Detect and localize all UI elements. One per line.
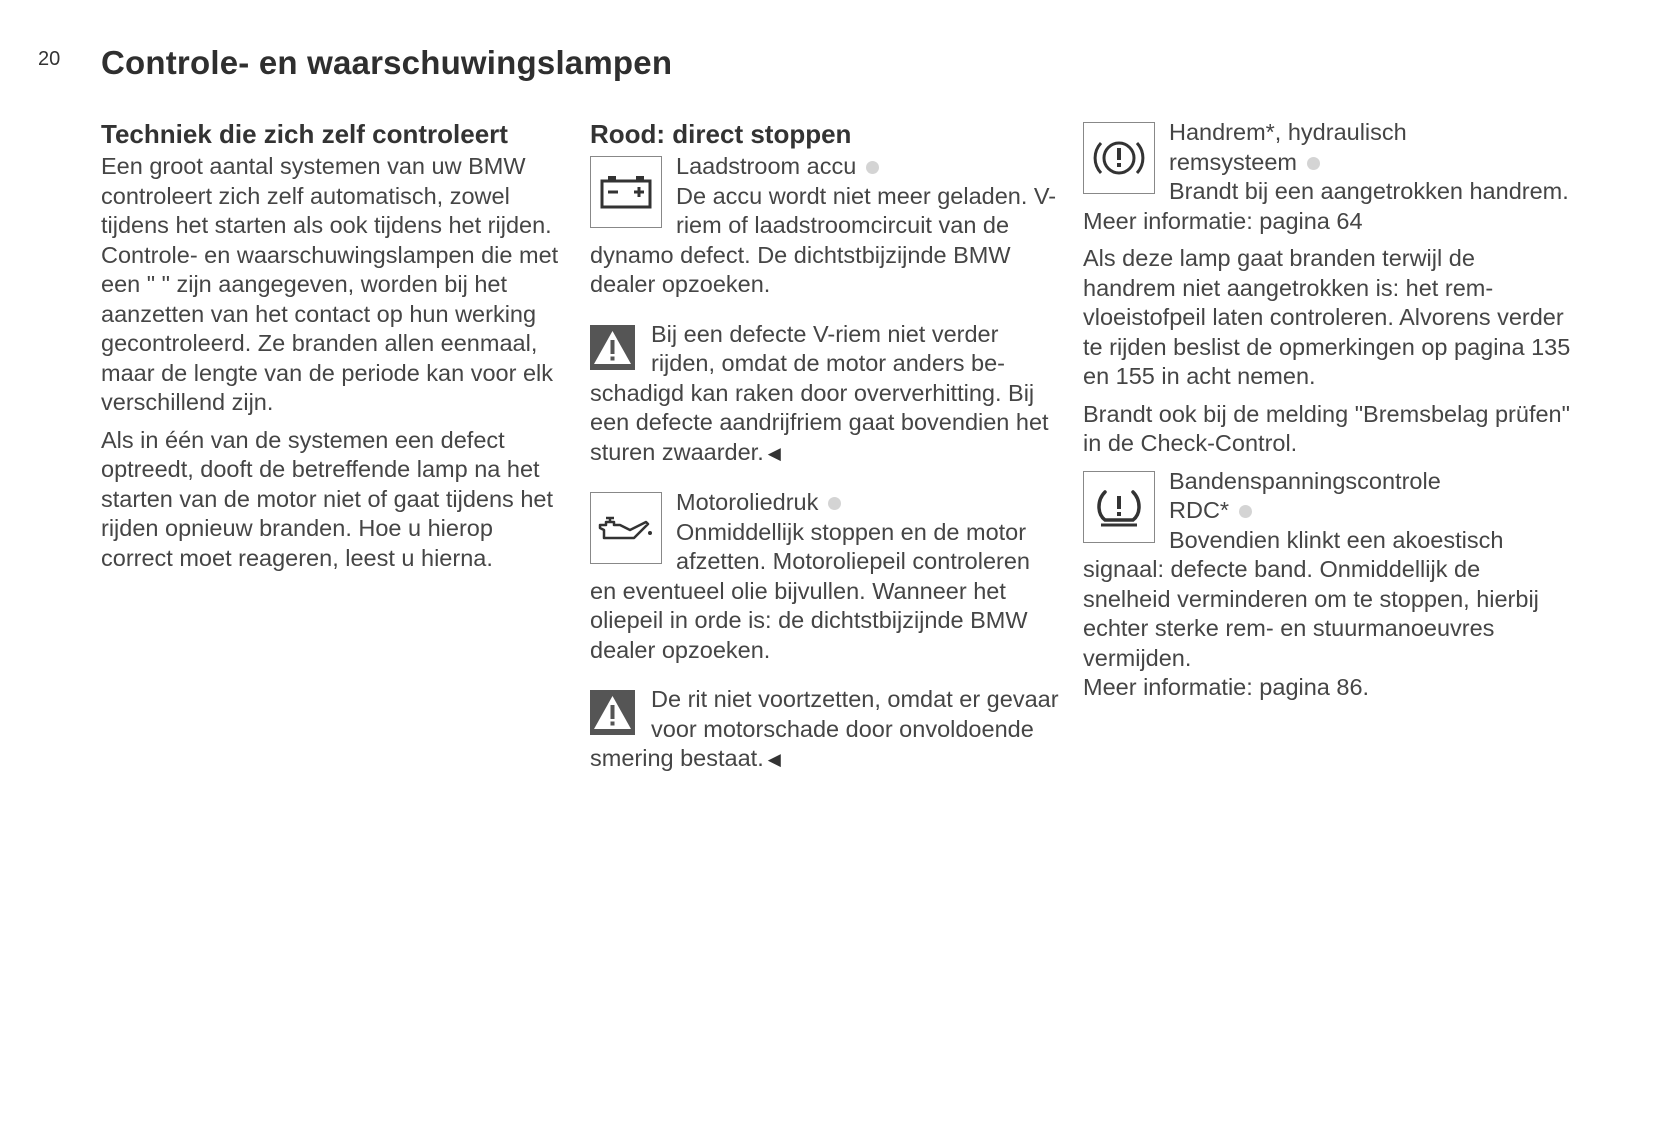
tire-more-info: Meer informatie: pagina 86. — [1083, 674, 1370, 700]
brake-paragraph-2: Als deze lamp gaat branden terwijl de handrem niet aangetrokken is: het remvloeistofpeil laten controleren. Alvorens verder te rijden beslist de opmerkingen op pagina 135 en 155 in acht nemen. — [1083, 245, 1571, 389]
battery-charge-block — [590, 152, 1060, 300]
tire-text: Bovendien klinkt een akoestisch signaal: defecte band. Onmiddellijk de snelheid verminderen om te stoppen, hierbij echter sterke rem- en stuurmanoeuvres vermijden. — [1083, 526, 1539, 671]
status-dot-icon — [1239, 505, 1252, 518]
page-number: 20 — [38, 48, 61, 70]
self-check-paragraph-1: Een groot aantal systemen van uw BMW controleert zich zelf automatisch, zowel tijdens het starten als ook tijdens het rijden. Controle- en waarschuwingslampen die met een " " zijn aangegeven, worden bij het aanzetten van het contact op hun werking gecontroleerd. Ze branden allen eenmaal, maar de lengte van de periode kan voor elk verschillend zijn. — [101, 153, 559, 415]
tire-pressure-icon — [1083, 471, 1155, 543]
tire-pressure-block — [1083, 467, 1573, 703]
tire-title-2: RDC* — [1169, 497, 1230, 523]
end-marker-icon: ◀ — [767, 750, 781, 769]
end-marker-icon: ◀ — [767, 443, 781, 463]
brake-text: Brandt bij een aangetrokken handrem. — [1169, 178, 1569, 204]
oil-warning-block — [590, 685, 1060, 775]
vbelt-warning-text: Bij een defecte V-riem niet verder rijden, omdat de motor anders beschadigd kan raken door oververhitting. Bij een defecte aandrijfriem gaat bovendien het sturen zwaarder. — [590, 320, 1049, 465]
brake-block — [1083, 118, 1573, 236]
tire-title-1: Bandenspanningscontrole — [1169, 467, 1441, 494]
section-heading-red-stop: Rood: direct stoppen — [590, 119, 852, 149]
status-dot-icon — [866, 161, 879, 174]
oil-warning-text: De rit niet voortzetten, omdat er gevaar voor motorschade door onvoldoende smering bestaat. — [590, 686, 1059, 771]
vbelt-warning-block — [590, 320, 1060, 469]
status-dot-icon — [828, 497, 841, 510]
brake-title-1: Handrem*, hydraulisch — [1169, 119, 1407, 145]
status-dot-icon — [1307, 157, 1320, 170]
section-heading-self-check: Techniek die zich zelf controleert — [101, 119, 508, 149]
oil-pressure-text: Onmiddellijk stoppen en de motor afzetten. Motoroliepeil controleren en eventueel olie bijvullen. Wanneer het oliepeil in orde is: de dichtstbijzijnde BMW dealer opzoeken. — [590, 518, 1031, 663]
page-title: Controle- en waarschuwingslampen — [101, 44, 673, 81]
battery-title: Laadstroom accu — [676, 153, 857, 179]
column-self-check — [101, 118, 571, 581]
column-red-stop — [590, 118, 1060, 795]
battery-text: De accu wordt niet meer geladen. V-riem of laadstroomcircuit van de dynamo defect. De dichtstbijzijnde BMW dealer opzoeken. — [590, 182, 1057, 297]
brake-warning-icon — [1083, 122, 1155, 194]
battery-icon — [590, 156, 662, 228]
brake-more-info: Meer informatie: pagina 64 — [1083, 207, 1363, 234]
oil-pressure-title: Motoroliedruk — [676, 489, 819, 515]
oil-pressure-block — [590, 488, 1060, 665]
warning-triangle-icon — [590, 325, 635, 370]
self-check-paragraph-2: Als in één van de systemen een defect optreedt, dooft de betreffende lamp na het starten van de motor niet of gaat tijdens het rijden opnieuw branden. Hoe u hierop correct moet reageren, leest u hierna. — [101, 426, 553, 571]
warning-triangle-icon — [590, 690, 635, 735]
brake-title-2: remsysteem — [1169, 148, 1297, 175]
column-brake-tire — [1083, 118, 1573, 723]
brake-paragraph-3: Brandt ook bij de melding "Bremsbelag prüfen" in de Check-Control. — [1083, 400, 1570, 456]
oil-can-icon — [590, 492, 662, 564]
